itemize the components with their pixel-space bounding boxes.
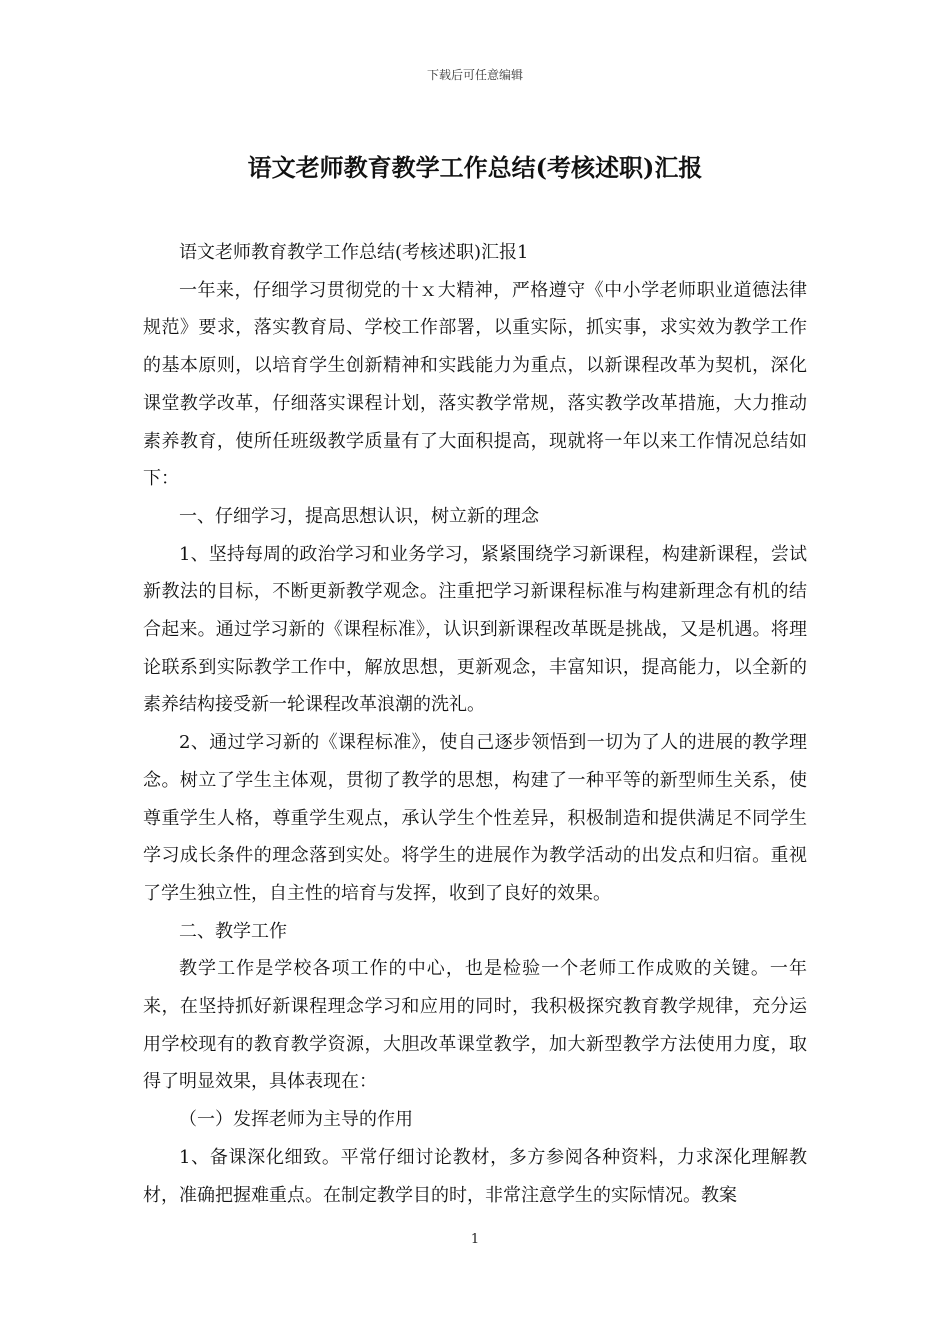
section-heading: 二、教学工作 — [179, 920, 287, 942]
document-body — [143, 234, 807, 1214]
paragraph: 1、坚持每周的政治学习和业务学习，紧紧围绕学习新课程，构建新课程，尝试新教法的目标，不断更新教学观念。注重把学习新课程标准与构建新理念有机的结合起来。通过学习新的《课程标准》，认识到新课程改革既是挑战，又是机遇。将理论联系到实际教学工作中，解放思想，更新观念，丰富知识，提高能力，以全新的素养结构接受新一轮课程改革浪潮的洗礼。 — [143, 543, 807, 716]
paragraph: 教学工作是学校各项工作的中心，也是检验一个老师工作成败的关键。一年来，在坚持抓好新课程理念学习和应用的同时，我积极探究教育教学规律，充分运用学校现有的教育教学资源，大胆改革课堂教学，加大新型教学方法使用力度，取得了明显效果，具体表现在： — [143, 958, 807, 1093]
section-heading: 一、仔细学习，提高思想认识，树立新的理念 — [179, 505, 539, 527]
paragraph: 2、通过学习新的《课程标准》，使自己逐步领悟到一切为了人的进展的教学理念。树立了学生主体观，贯彻了教学的思想，构建了一种平等的新型师生关系，使尊重学生人格，尊重学生观点，承认学生个性差异，积极制造和提供满足不同学生学习成长条件的理念落到实处。将学生的进展作为教学活动的出发点和归宿。重视了学生独立性，自主性的培育与发挥，收到了良好的效果。 — [143, 732, 807, 904]
paragraph: 语文老师教育教学工作总结(考核述职)汇报1 — [179, 242, 529, 263]
paragraph: 一年来，仔细学习贯彻党的十ｘ大精神，严格遵守《中小学老师职业道德法律规范》要求，落实教育局、学校工作部署，以重实际，抓实事，求实效为教学工作的基本原则，以培育学生创新精神和实践能力为重点，以新课程改革为契机，深化课堂教学改革，仔细落实课程计划，落实教学常规，落实教学改革措施，大力推动素养教育，使所任班级教学质量有了大面积提高，现就将一年以来工作情况总结如下： — [143, 279, 807, 490]
document-title: 语文老师教育教学工作总结(考核述职)汇报 — [247, 153, 703, 182]
header-note: 下载后可任意编辑 — [426, 68, 523, 82]
subsection-heading: （一）发挥老师为主导的作用 — [179, 1109, 413, 1131]
page-number: 1 — [470, 1232, 480, 1247]
paragraph: 1、备课深化细致。平常仔细讨论教材，多方参阅各种资料，力求深化理解教材，准确把握难重点。在制定教学目的时，非常注意学生的实际情况。教案 — [143, 1146, 807, 1206]
